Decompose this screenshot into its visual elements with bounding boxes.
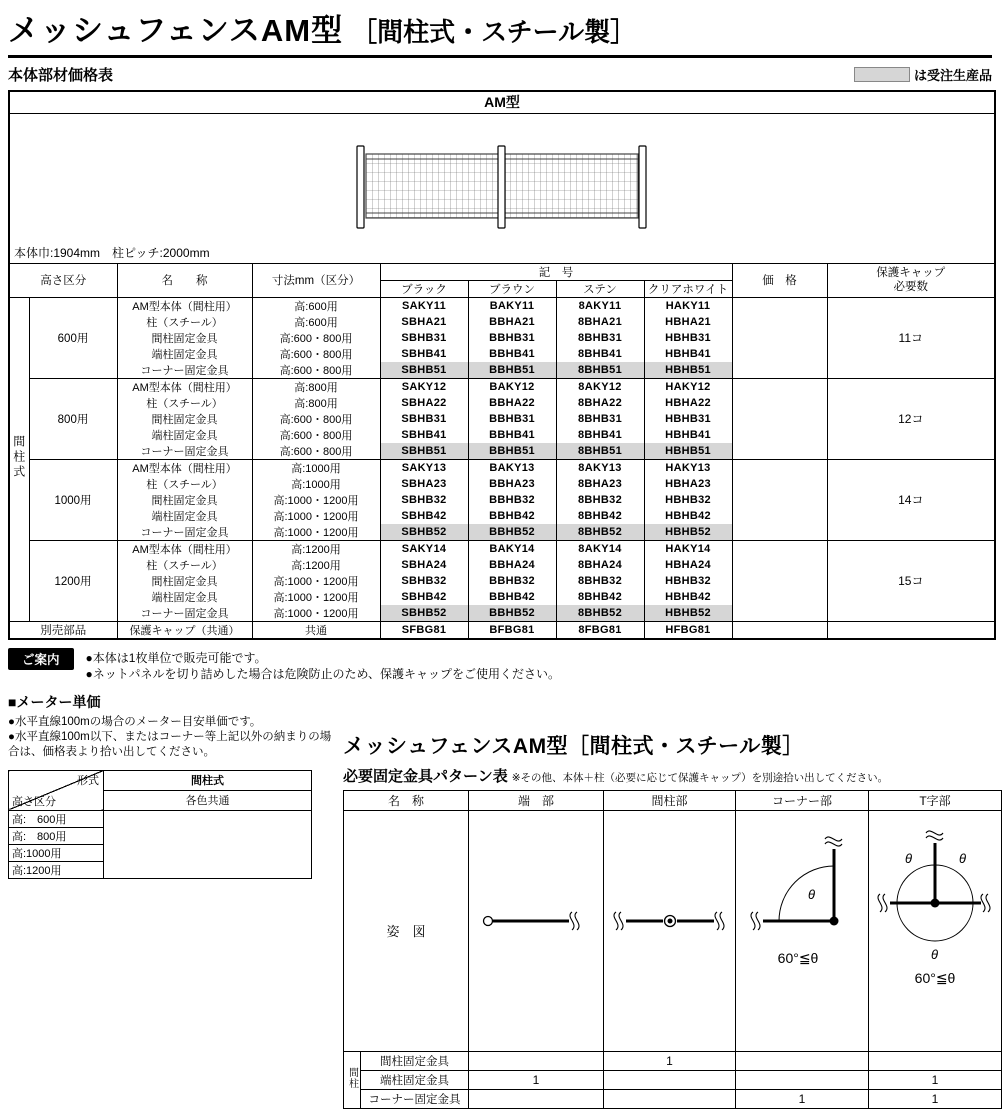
part-code-cell: SBHB52 — [380, 524, 468, 541]
part-code-cell: BBHB41 — [468, 427, 556, 443]
diag-label-format: 形式 — [77, 774, 99, 787]
part-code-cell: BAKY12 — [468, 378, 556, 395]
guide-notes — [86, 648, 561, 682]
part-code-cell: BBHB41 — [468, 346, 556, 362]
part-code-cell: 8BHB51 — [556, 362, 644, 379]
part-size-cell: 高:600・800用 — [252, 362, 380, 379]
price-table-subheader — [8, 64, 992, 85]
cap-count-cell: 14コ — [827, 459, 995, 540]
pattern-subrow — [343, 765, 1002, 786]
part-size-cell: 高:1000・1200用 — [252, 573, 380, 589]
part-code-cell: 8FBG81 — [556, 621, 644, 639]
header-color-clearwhite: クリアホワイト — [644, 280, 732, 297]
part-name-cell: AM型本体（間柱用） — [117, 378, 252, 395]
mini-price-cell — [104, 810, 312, 878]
height-group-label: 800用 — [29, 378, 117, 459]
price-table — [8, 90, 996, 640]
mini-height-label: 高:1000用 — [9, 844, 104, 861]
mini-col-header: 間柱式 — [104, 770, 312, 791]
part-name-cell: 間柱固定金具 — [117, 411, 252, 427]
part-code-cell: HBHB32 — [644, 573, 732, 589]
pattern-header-mid: 間柱部 — [604, 790, 736, 810]
part-code-cell: HBHB41 — [644, 427, 732, 443]
part-size-cell: 高:1200用 — [252, 557, 380, 573]
part-code-cell: 8BHA23 — [556, 476, 644, 492]
corner-part-diagram — [736, 811, 869, 1051]
fitting-qty-cell: 1 — [736, 1089, 869, 1108]
pattern-row — [344, 1089, 1002, 1108]
part-size-cell: 共通 — [252, 621, 380, 639]
pattern-row — [344, 1051, 1002, 1070]
part-code-cell: BBHB52 — [468, 605, 556, 622]
mini-row — [9, 810, 312, 827]
pattern-subtitle: 必要固定金具パターン表 — [343, 767, 508, 785]
part-name-cell: 端柱固定金具 — [117, 346, 252, 362]
pattern-table — [343, 790, 1002, 1109]
part-code-cell: HBHA24 — [644, 557, 732, 573]
part-size-cell: 高:1000用 — [252, 459, 380, 476]
header-cap-line2: 必要数 — [893, 281, 929, 293]
part-code-cell: SBHA22 — [380, 395, 468, 411]
part-size-cell: 高:1200用 — [252, 540, 380, 557]
cap-count-cell — [827, 621, 995, 639]
tee-part-cell — [869, 810, 1002, 1051]
mini-sub-header: 各色共通 — [104, 791, 312, 811]
fence-illustration-image — [342, 136, 662, 240]
model-name: AM型 — [9, 91, 995, 113]
part-size-cell: 高:600・800用 — [252, 427, 380, 443]
part-code-cell: SBHB31 — [380, 411, 468, 427]
mini-height-label: 高:1200用 — [9, 861, 104, 878]
part-name-cell: 柱（スチール） — [117, 557, 252, 573]
theta-label: θ — [959, 850, 967, 866]
part-code-cell: BBHB31 — [468, 330, 556, 346]
part-size-cell: 高:600用 — [252, 314, 380, 330]
part-code-cell: SAKY11 — [380, 297, 468, 314]
part-code-cell: BBHB51 — [468, 362, 556, 379]
mini-height-label: 高: 600用 — [9, 810, 104, 827]
part-code-cell: 8AKY14 — [556, 540, 644, 557]
column-header-row — [9, 263, 995, 280]
part-name-cell: AM型本体（間柱用） — [117, 459, 252, 476]
price-cell — [732, 459, 827, 540]
bottom-area — [8, 692, 992, 1109]
part-code-cell: 8BHB32 — [556, 492, 644, 508]
price-cell — [732, 540, 827, 621]
part-name-cell: コーナー固定金具 — [117, 362, 252, 379]
part-code-cell: 8BHB42 — [556, 589, 644, 605]
fitting-qty-cell: 1 — [469, 1070, 604, 1089]
part-code-cell: 8BHB42 — [556, 508, 644, 524]
part-name-cell: 柱（スチール） — [117, 395, 252, 411]
part-size-cell: 高:1000・1200用 — [252, 492, 380, 508]
pattern-side-label — [344, 1051, 361, 1108]
part-code-cell: 8BHB52 — [556, 524, 644, 541]
product-title: メッシュフェンスAM型 — [8, 13, 344, 48]
part-code-cell: BAKY13 — [468, 459, 556, 476]
part-name-cell: 柱（スチール） — [117, 476, 252, 492]
part-code-cell: SBHB32 — [380, 492, 468, 508]
height-group-label: 600用 — [29, 297, 117, 378]
header-name: 名 称 — [117, 263, 252, 297]
part-name-cell: 端柱固定金具 — [117, 508, 252, 524]
diagonal-header-cell — [9, 770, 104, 810]
part-code-cell: HBHA22 — [644, 395, 732, 411]
part-size-cell: 高:600・800用 — [252, 443, 380, 460]
pattern-note: ※その他、本体＋柱（必要に応じて保護キャップ）を別途拾い出してください。 — [511, 771, 889, 784]
header-color-stainless: ステン — [556, 280, 644, 297]
part-code-cell: HAKY12 — [644, 378, 732, 395]
part-code-cell: 8BHB31 — [556, 330, 644, 346]
product-title-suffix: ［間柱式・スチール製］ — [351, 17, 637, 47]
part-code-cell: SAKY12 — [380, 378, 468, 395]
part-code-cell: HBHB32 — [644, 492, 732, 508]
meter-price-section — [8, 692, 333, 1109]
meter-heading: ■メーター単価 — [8, 693, 101, 710]
figure-label: 姿 図 — [344, 810, 469, 1051]
pattern-side-text: 間柱 — [346, 1067, 358, 1090]
header-symbol: 記 号 — [380, 263, 732, 280]
part-name-cell: AM型本体（間柱用） — [117, 297, 252, 314]
fence-illustration-cell — [9, 113, 995, 263]
fitting-qty-cell — [604, 1070, 736, 1089]
price-cell — [732, 297, 827, 378]
part-code-cell: HAKY11 — [644, 297, 732, 314]
angle-condition-label: 60°≦θ — [914, 969, 956, 986]
part-code-cell: HFBG81 — [644, 621, 732, 639]
extra-parts-row — [9, 621, 995, 639]
fitting-qty-cell: 1 — [604, 1051, 736, 1070]
part-code-cell: HBHB51 — [644, 362, 732, 379]
part-name-cell: 端柱固定金具 — [117, 427, 252, 443]
price-row — [9, 540, 995, 557]
part-name-cell: 間柱固定金具 — [117, 330, 252, 346]
part-name-cell: コーナー固定金具 — [117, 443, 252, 460]
cap-count-cell: 12コ — [827, 378, 995, 459]
header-cap-line1: 保護キャップ — [876, 266, 946, 279]
part-code-cell: SBHA24 — [380, 557, 468, 573]
title-divider — [8, 55, 992, 58]
part-code-cell: SBHB51 — [380, 443, 468, 460]
guide-note: ●本体は1枚単位で販売可能です。 — [85, 650, 267, 665]
order-made-swatch-icon — [854, 67, 910, 82]
part-name-cell: 端柱固定金具 — [117, 589, 252, 605]
height-group-label: 1200用 — [29, 540, 117, 621]
part-code-cell: SBHB42 — [380, 508, 468, 524]
part-size-cell: 高:800用 — [252, 395, 380, 411]
corner-part-cell — [736, 810, 869, 1051]
part-code-cell: BBHB51 — [468, 443, 556, 460]
part-code-cell: 8BHA22 — [556, 395, 644, 411]
part-code-cell: 8BHB32 — [556, 573, 644, 589]
illustration-row — [9, 113, 995, 263]
fitting-qty-cell: 1 — [869, 1070, 1002, 1089]
price-table-heading: 本体部材価格表 — [8, 67, 114, 84]
pattern-header-end: 端 部 — [469, 790, 604, 810]
part-code-cell: 8AKY12 — [556, 378, 644, 395]
fitting-qty-cell — [604, 1089, 736, 1108]
part-code-cell: SAKY14 — [380, 540, 468, 557]
part-code-cell: SBHB41 — [380, 346, 468, 362]
price-cell — [732, 621, 827, 639]
part-code-cell: BBHB32 — [468, 573, 556, 589]
order-made-note: は受注生産品 — [913, 68, 992, 83]
fitting-qty-cell — [736, 1051, 869, 1070]
part-code-cell: 8BHB41 — [556, 346, 644, 362]
part-code-cell: BAKY11 — [468, 297, 556, 314]
theta-label: θ — [808, 886, 816, 902]
price-row — [9, 459, 995, 476]
part-size-cell: 高:1000・1200用 — [252, 605, 380, 622]
price-row — [9, 378, 995, 395]
model-header-row — [9, 91, 995, 113]
mid-part-cell — [604, 810, 736, 1051]
figure-row — [344, 810, 1002, 1051]
meter-price-table — [8, 770, 312, 879]
part-size-cell: 高:800用 — [252, 378, 380, 395]
part-code-cell: 8BHB41 — [556, 427, 644, 443]
mesh-panel — [366, 154, 499, 218]
mini-height-label: 高: 800用 — [9, 827, 104, 844]
height-group-label: 1000用 — [29, 459, 117, 540]
part-code-cell: 8AKY11 — [556, 297, 644, 314]
part-size-cell: 高:600・800用 — [252, 330, 380, 346]
meter-note: ●水平直線100mの場合のメーター目安単価です。 — [8, 715, 262, 728]
end-part-cell — [469, 810, 604, 1051]
part-code-cell: BBHB52 — [468, 524, 556, 541]
part-code-cell: HAKY14 — [644, 540, 732, 557]
part-code-cell: HBHB51 — [644, 443, 732, 460]
part-code-cell: BBHA21 — [468, 314, 556, 330]
part-code-cell: HBHB52 — [644, 605, 732, 622]
theta-label: θ — [905, 850, 913, 866]
part-code-cell: SBHB32 — [380, 573, 468, 589]
part-code-cell: SBHA23 — [380, 476, 468, 492]
order-made-legend — [854, 65, 992, 84]
fitting-qty-cell — [869, 1051, 1002, 1070]
header-height: 高さ区分 — [9, 263, 117, 297]
header-price: 価 格 — [732, 263, 827, 297]
pattern-row — [344, 1070, 1002, 1089]
header-color-black: ブラック — [380, 280, 468, 297]
part-name-cell: コーナー固定金具 — [117, 524, 252, 541]
pattern-title: メッシュフェンスAM型［間柱式・スチール製］ — [343, 734, 804, 758]
fitting-qty-cell: 1 — [869, 1089, 1002, 1108]
part-code-cell: SBHB52 — [380, 605, 468, 622]
part-code-cell: HAKY13 — [644, 459, 732, 476]
part-code-cell: HBHB52 — [644, 524, 732, 541]
part-size-cell: 高:600・800用 — [252, 346, 380, 362]
part-code-cell: SAKY13 — [380, 459, 468, 476]
part-code-cell: 8BHB52 — [556, 605, 644, 622]
fitting-qty-cell — [736, 1070, 869, 1089]
fitting-qty-cell — [469, 1051, 604, 1070]
part-code-cell: HBHB42 — [644, 508, 732, 524]
part-name-cell: AM型本体（間柱用） — [117, 540, 252, 557]
fitting-name-cell: 間柱固定金具 — [361, 1051, 469, 1070]
page-header — [8, 5, 992, 50]
part-code-cell: HBHB41 — [644, 346, 732, 362]
part-name-cell: 柱（スチール） — [117, 314, 252, 330]
form-type-side-label — [9, 297, 29, 621]
part-code-cell: BBHA24 — [468, 557, 556, 573]
part-code-cell: HBHB42 — [644, 589, 732, 605]
header-color-brown: ブラウン — [468, 280, 556, 297]
tee-part-diagram — [869, 811, 1002, 1051]
pattern-section — [343, 730, 1002, 1109]
price-row — [9, 297, 995, 314]
part-code-cell: BBHB31 — [468, 411, 556, 427]
part-code-cell: HBHB31 — [644, 330, 732, 346]
part-code-cell: 8BHB31 — [556, 411, 644, 427]
theta-label: θ — [931, 946, 939, 962]
mid-part-diagram — [604, 811, 736, 1051]
part-code-cell: HBHA23 — [644, 476, 732, 492]
form-type-side-text: 間柱式 — [11, 435, 26, 480]
part-name-cell: コーナー固定金具 — [117, 605, 252, 622]
part-size-cell: 高:1000・1200用 — [252, 524, 380, 541]
part-code-cell: SBHA21 — [380, 314, 468, 330]
part-code-cell: HBHA21 — [644, 314, 732, 330]
price-cell — [732, 378, 827, 459]
meter-note: ●水平直線100m以下、またはコーナー等上記以外の納まりの場合は、価格表より拾い出してください。 — [8, 730, 332, 758]
part-code-cell: BAKY14 — [468, 540, 556, 557]
part-size-cell: 高:600用 — [252, 297, 380, 314]
header-cap — [827, 263, 995, 297]
part-size-cell: 高:600・800用 — [252, 411, 380, 427]
part-code-cell: 8BHB51 — [556, 443, 644, 460]
part-code-cell: 8AKY13 — [556, 459, 644, 476]
fitting-qty-cell — [469, 1089, 604, 1108]
header-size: 寸法mm（区分） — [252, 263, 380, 297]
diag-label-height: 高さ区分 — [12, 795, 56, 808]
part-code-cell: BBHB32 — [468, 492, 556, 508]
guide-section — [8, 648, 992, 682]
part-code-cell: BBHB42 — [468, 508, 556, 524]
part-name-cell: 間柱固定金具 — [117, 573, 252, 589]
pattern-header-name: 名 称 — [344, 790, 469, 810]
part-code-cell: BBHA23 — [468, 476, 556, 492]
part-name-cell: 間柱固定金具 — [117, 492, 252, 508]
extra-parts-label: 別売部品 — [9, 621, 117, 639]
part-code-cell: SBHB31 — [380, 330, 468, 346]
guide-badge: ご案内 — [8, 648, 74, 670]
pattern-header-row — [344, 790, 1002, 810]
fitting-name-cell: 端柱固定金具 — [361, 1070, 469, 1089]
part-code-cell: BFBG81 — [468, 621, 556, 639]
fitting-name-cell: コーナー固定金具 — [361, 1089, 469, 1108]
pattern-header-corner: コーナー部 — [736, 790, 869, 810]
part-code-cell: 8BHA24 — [556, 557, 644, 573]
part-code-cell: HBHB31 — [644, 411, 732, 427]
dimension-note: 本体巾:1904mm 柱ピッチ:2000mm — [14, 245, 210, 260]
cap-count-cell: 11コ — [827, 297, 995, 378]
mini-header-row — [9, 770, 312, 791]
angle-condition-label: 60°≦θ — [777, 949, 819, 966]
part-code-cell: SBHB41 — [380, 427, 468, 443]
cap-count-cell: 15コ — [827, 540, 995, 621]
part-code-cell: SFBG81 — [380, 621, 468, 639]
part-size-cell: 高:1000・1200用 — [252, 508, 380, 524]
part-size-cell: 高:1000用 — [252, 476, 380, 492]
guide-note: ●ネットパネルを切り詰めした場合は危険防止のため、保護キャップをご使用ください。 — [85, 666, 561, 681]
part-code-cell: SBHB51 — [380, 362, 468, 379]
part-code-cell: 8BHA21 — [556, 314, 644, 330]
mesh-panel — [505, 154, 638, 218]
part-code-cell: BBHB42 — [468, 589, 556, 605]
end-part-diagram — [469, 811, 604, 1051]
part-code-cell: SBHB42 — [380, 589, 468, 605]
part-size-cell: 高:1000・1200用 — [252, 589, 380, 605]
part-code-cell: BBHA22 — [468, 395, 556, 411]
pattern-header-tee: T字部 — [869, 790, 1002, 810]
part-name-cell: 保護キャップ（共通） — [117, 621, 252, 639]
